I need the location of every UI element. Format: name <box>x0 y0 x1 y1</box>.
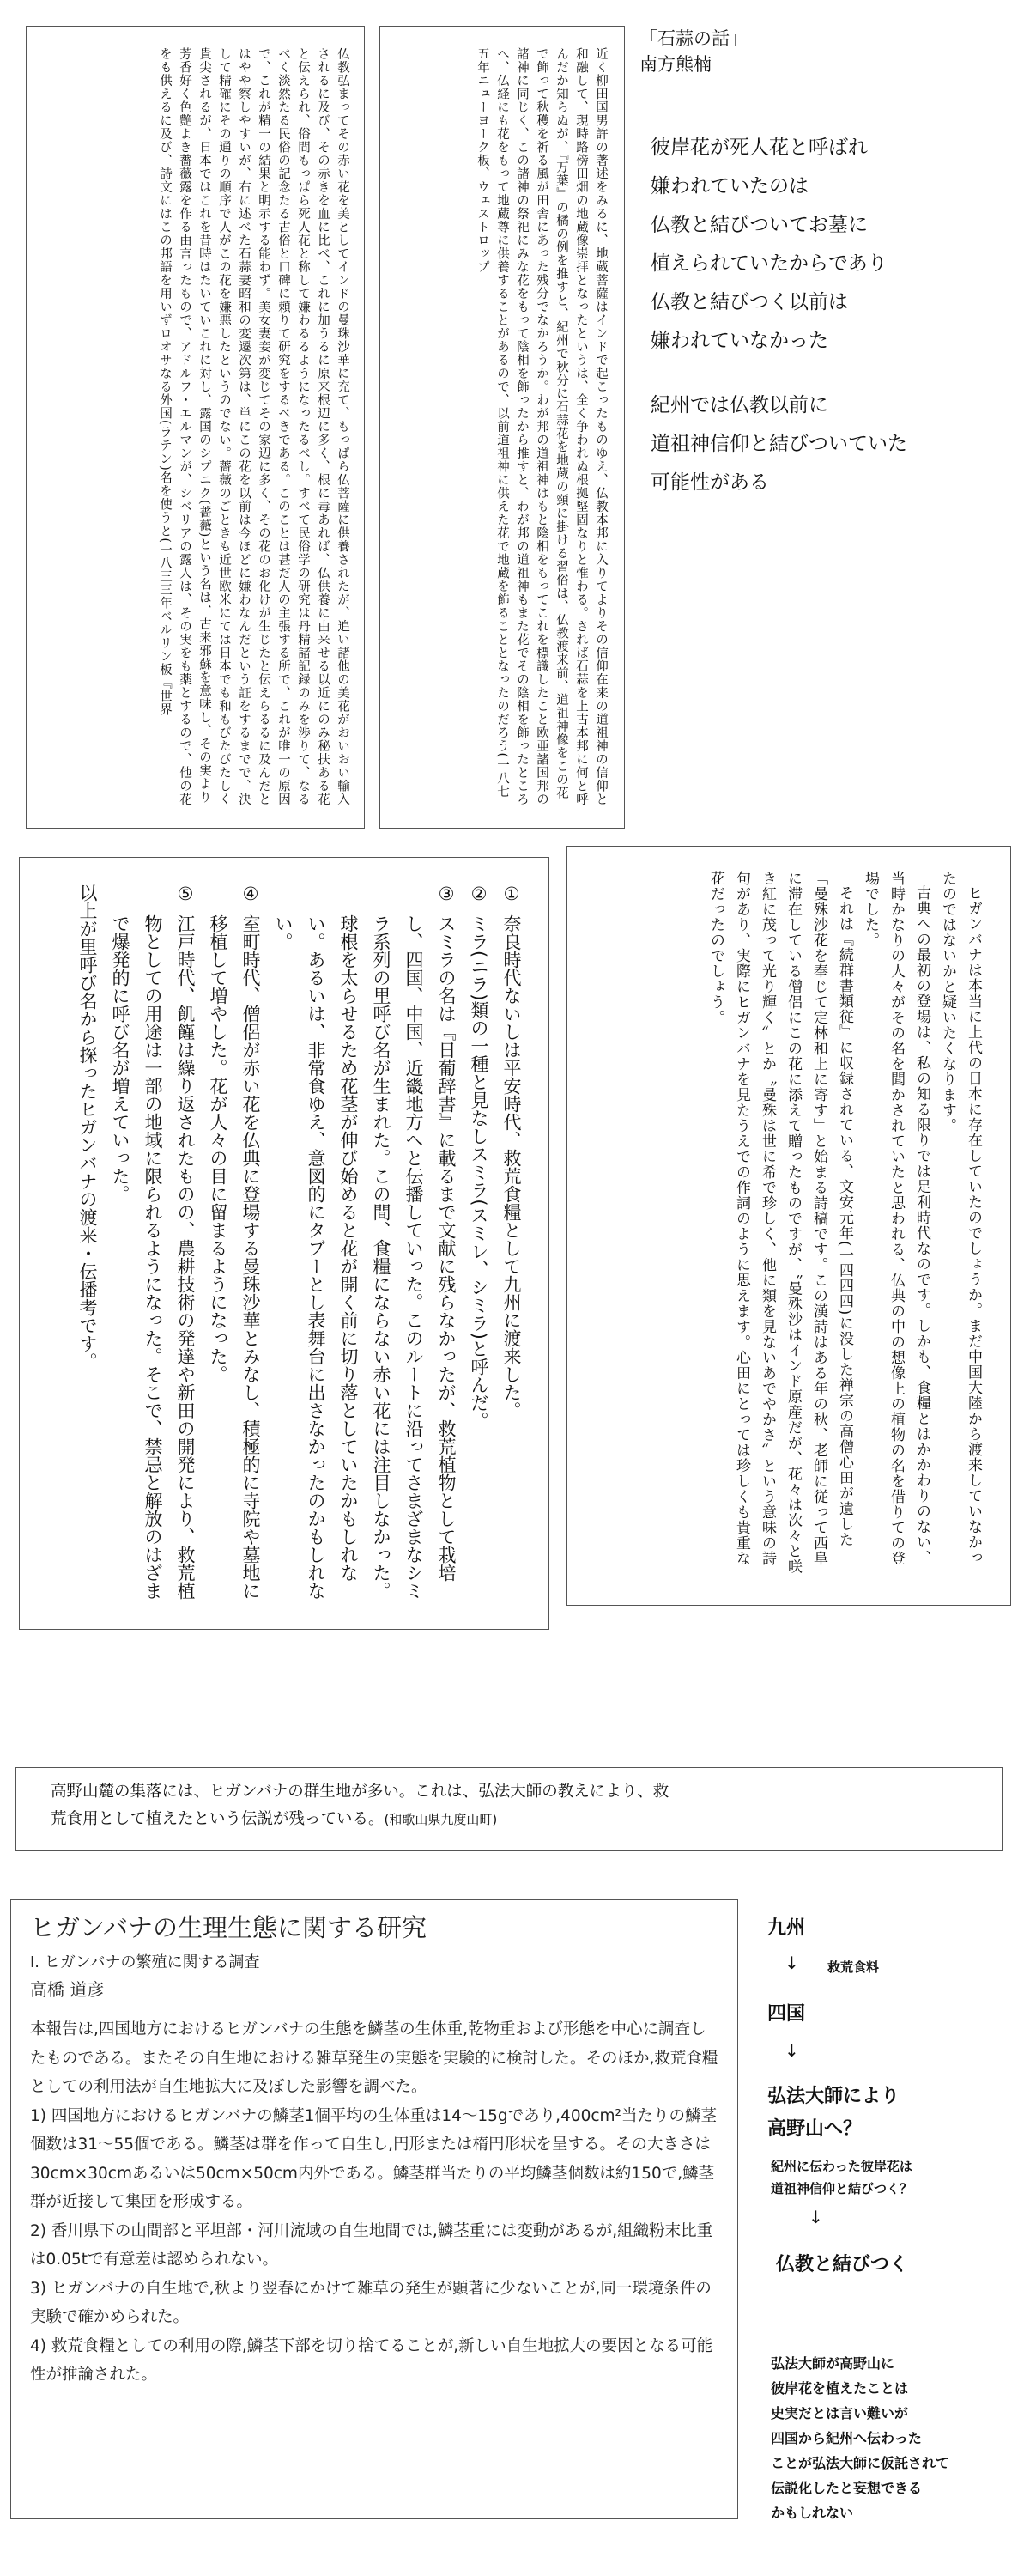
quote-box-dosojin <box>379 26 625 829</box>
flow-shikoku: 四国 <box>767 2003 806 2025</box>
theory-list <box>71 884 528 1605</box>
flow-kishu: 道祖神信仰と結びつく？ <box>771 2181 913 2196</box>
theory-num: ① <box>501 884 522 904</box>
flow-note-line: ことが弘法大師に仮託されて <box>771 2455 950 2471</box>
theory-num: ③ <box>436 884 457 904</box>
paper-box <box>10 1899 738 2519</box>
quote-box-manjushage <box>26 26 365 829</box>
note-line: 仏教と結びつく以前は <box>651 291 848 313</box>
flow-note-line: 伝説化したと妄想できる <box>771 2480 923 2496</box>
flow-kyushu: 九州 <box>767 1917 806 1939</box>
paper-finding: 1) 四国地方におけるヒガンバナの鱗茎1個平均の生体重は14～15gであり,400cm²当たりの鱗茎個数は31～55個である。鱗茎は群を作って自生し,円形または楕円形状を呈する。その大きさは30cm×30cmあるいは50cm×50cm内外である。鱗茎群当たりの平均鱗茎個数は約150で,鱗茎群が近接して集団を形成する。 <box>30 2106 717 2211</box>
flow-note-line: 四国から紀州へ伝わった <box>771 2430 922 2446</box>
history-paragraph: 古典への最初の登場は、私の知る限りでは足利時代なのです。しかも、食糧とはかかわりのない、当時かなりの人々がその名を聞かされていたと思われる、仏典の中の想像上の植物の名を借りての登場でした。 <box>862 871 930 1566</box>
flow-kyuko: 救荒食料 <box>827 1959 880 1975</box>
theory-box <box>19 857 549 1630</box>
flow-arrow: ↓ <box>785 1953 799 1973</box>
theory-item: 奈良時代ないしは平安時代、救荒食糧として九州に渡来した。 <box>501 914 522 1419</box>
paper-finding: 2) 香川県下の山間部と平坦部・河川流域の自生地間では,鱗茎重には変動があるが,組織粉末比重は0.05tで有意差は認められない。 <box>30 2221 713 2269</box>
note-line: 嫌われていたのは <box>651 175 809 197</box>
source-title-block <box>639 26 748 77</box>
koyasan-note-place: (和歌山県九度山町) <box>384 1812 498 1827</box>
flow-kobo: 高野山へ？ <box>767 2118 863 2140</box>
note-line: 紀州では仏教以前に <box>651 394 828 416</box>
source-author: 南方熊楠 <box>639 54 712 75</box>
note-line: 道祖神信仰と結びついていた <box>651 433 907 455</box>
quote-text-manjushage: 仏教弘まってその赤い花を美としてインドの曼珠沙華に充て、もっぱら仏菩薩に供養されたが、追い諸他の美花がおいおい輸入されるに及び、その赤きを血に比べ、これに加うるに原来根辺に多く、根に毒あれば、仏供養に由来せる以近にのみ秘扶ある花と伝えられ、俗間もっぱら死人花と称して嫌わるるようになったるべし。すべて民俗学の研究は丹精諸記録のみを渉りて、なるべく淡然たる民俗の記念たる古俗と口碑に頼りて研究をするべきである。このことは甚だ人の主張する所で、これが唯一の原因で、これが精一の結果と明示する能わず。美女妻妾が変じてその家辺に多く、その花のお化けが生じたと伝えらるるに及んだとはやや察しやすいが、右に述べた石蒜妻昭和の変遷次第は、単にこの花を以前は今ほどに嫌わなんだという証をするまでで、決して精確にその通りの順序で人がこの花を嫌悪したというのでない。薔薇のごときも近世欧米にては日本でも和もびたびたしく貴尖されるが、日本ではこれを昔時はたいていこれに対し、露国のシプニク(薔薇)という名は、古来邪蘇を意味し、その実より芳香好く色艶よき薔薇露を作る由言ったもので、アドルフ・エルマンが、シベリアの露人は、その実をも薬とするので、他の花をも供えるに及び、詩文にはこの邦語を用いずロオサなる外国(ラテン)名を使うと(一八三三年ベルリン板『世界 <box>158 47 349 806</box>
theory-item: 江戸時代、飢饉は繰り返されたものの、農耕技術の発達や新田の開発により、救荒植物としての用途は一部の地域に限られるようになった。そこで、禁忌と解放のはざまで爆発的に呼び名が増えていった。 <box>110 914 196 1600</box>
history-text <box>703 871 986 1575</box>
theory-num: ⑤ <box>175 884 196 904</box>
flow-note-line: 弘法大師が高野山に <box>771 2355 895 2372</box>
theory-item: 室町時代、僧侶が赤い花を仏典に登場する曼珠沙華とみなし、積極的に寺院や墓地に移植して増やした。花が人々の目に留まるようになった。 <box>208 914 261 1600</box>
paper-title: ヒガンバナの生理生態に関する研究 <box>30 1913 427 1942</box>
theory-num: ② <box>469 884 489 904</box>
note-line: 可能性がある <box>651 471 769 494</box>
flow-note-line: 彼岸花を植えたことは <box>771 2380 909 2397</box>
paper-finding: 4) 救荒食糧としての利用の際,鱗茎下部を切り捨てることが,新しい自生地拡大の要因となる可能性が推論された。 <box>30 2336 713 2384</box>
koyasan-note-line: 高野山麓の集落には、ヒガンバナの群生地が多い。これは、弘法大師の教えにより、救 <box>51 1783 670 1801</box>
koyasan-note-line: 荒食用として植えたという伝説が残っている。 <box>51 1810 385 1828</box>
quote-text-dosojin: 近く柳田国男許の著述をみるに、地蔵菩薩はインドで起こったものゆえ、仏教本邦に入りてよりその信仰在来の道祖神の信仰と和融して、現時路傍田畑の地蔵像崇拝となったというは、全く争われぬ根拠堅固なりと惟わる。されば石蒜を上古本邦に何と呼んだか知らぬが、『万葉』の橘の例を推すと、紀州で秋分に石蒜花を地蔵の頸に掛ける習俗は、仏教渡来前、道祖神像をこの花で飾って秋穫を祈る風が田舎にあった残分でなかろうか。わが邦の道祖神はもと陰相をもってこれを標識したこと欧亜諸国邦の諸神に同じく、この諸神の祭祀にみな花をもって陰相を飾ったから推すと、わが邦の道祖神もまた花でその陰相を飾ったところへ、仏経にも花をもって地蔵尊に供養することがあるので、以前道祖神に供えた花で地蔵を飾ることとなったのだろう(一八七五年ニューヨーク板、ウェストロップ <box>476 47 608 806</box>
history-paragraph: それは『続群書類従』に収録されている、文安元年(一四四四)に没した禅宗の高僧心田が遺した「曼殊沙花を奉じて定林和上に寄す」と始まる詩稿です。この漢詩はある年の秋、老師に従って西阜に滞在している僧侶にこの花に添えて贈ったものですが、〝曼殊沙はインド原産だが、花々は次々と咲き紅に茂って光り輝く〟とか〝曼殊は世に希で珍しく、他に類を見ないあでやかさ〟という意味の詩句があり、実際にヒガンバナを見たうえでの作詞のように思えます。心田にとっては珍しくも貴重な花だったのでしょう。 <box>707 871 853 1575</box>
source-title: 「石蒜の話」 <box>639 28 748 49</box>
commentary-notes <box>651 129 907 502</box>
paper-finding: 3) ヒガンバナの自生地で,秋より翌春にかけて雑草の発生が顕著に少ないことが,同一環境条件の実験で確かめられた。 <box>30 2279 712 2326</box>
note-line: 彼岸花が死人花と呼ばれ <box>651 137 868 159</box>
paper-subtitle: I. ヒガンバナの繁殖に関する調査 <box>30 1953 260 1971</box>
flow-kobo: 弘法大師により <box>767 2086 900 2107</box>
flow-note-line: 史実だとは言い難いが <box>771 2405 909 2421</box>
history-box <box>566 846 1011 1606</box>
theory-num: ④ <box>240 884 261 904</box>
note-line: 嫌われていなかった <box>651 330 828 352</box>
flow-arrow: ↓ <box>785 2040 799 2061</box>
theory-footer: 以上が里呼び名から探ったヒガンバナの渡来・伝播考です。 <box>77 884 98 1370</box>
koyasan-note-box <box>15 1767 1003 1851</box>
theory-item: スミラの名は『日葡辞書』に載るまで文献に残らなかったが、救荒植物として栽培し、四国、中国、近畿地方へと伝播していった。このルートに沿ってさまざまなシミラ系列の里呼び名が生まれた。この間、食糧にならない赤い花には注目しなかった。球根を太らせるため花茎が伸び始めると花が開く前に切り落としていたかもしれない。あるいは、非常食ゆえ、意図的にタブーとし表舞台に出さなかったのかもしれない。 <box>273 914 457 1600</box>
flow-bukkyo: 仏教と結びつく <box>776 2254 909 2275</box>
flow-kishu: 紀州に伝わった彼岸花は <box>771 2159 912 2174</box>
flow-note <box>771 2351 949 2525</box>
history-paragraph: ヒガンバナは本当に上代の日本に存在していたのでしょうか。まだ中国大陸から渡来していなかったのではないかと疑いたくなります。 <box>939 871 982 1565</box>
theory-item: ミラ(ニラ)類の一種と見なしスミラ(スミレ、シミラ)と呼んだ。 <box>469 914 489 1430</box>
note-line: 植えられていたからであり <box>651 252 888 275</box>
paper-author: 高橋 道彦 <box>30 1979 105 2000</box>
paper-abstract: 本報告は,四国地方におけるヒガンバナの生態を鱗茎の生体重,乾物重および形態を中心に調査したものである。またその自生地における雑草発生の実態を実験的に検討した。そのほか,救荒食糧としての利用法が自生地拡大に及ぼした影響を調べた。 <box>30 2020 718 2096</box>
flow-arrow: ↓ <box>809 2207 823 2227</box>
flow-note-line: かもしれない <box>771 2505 854 2521</box>
note-line: 仏教と結びついてお墓に <box>651 214 868 236</box>
